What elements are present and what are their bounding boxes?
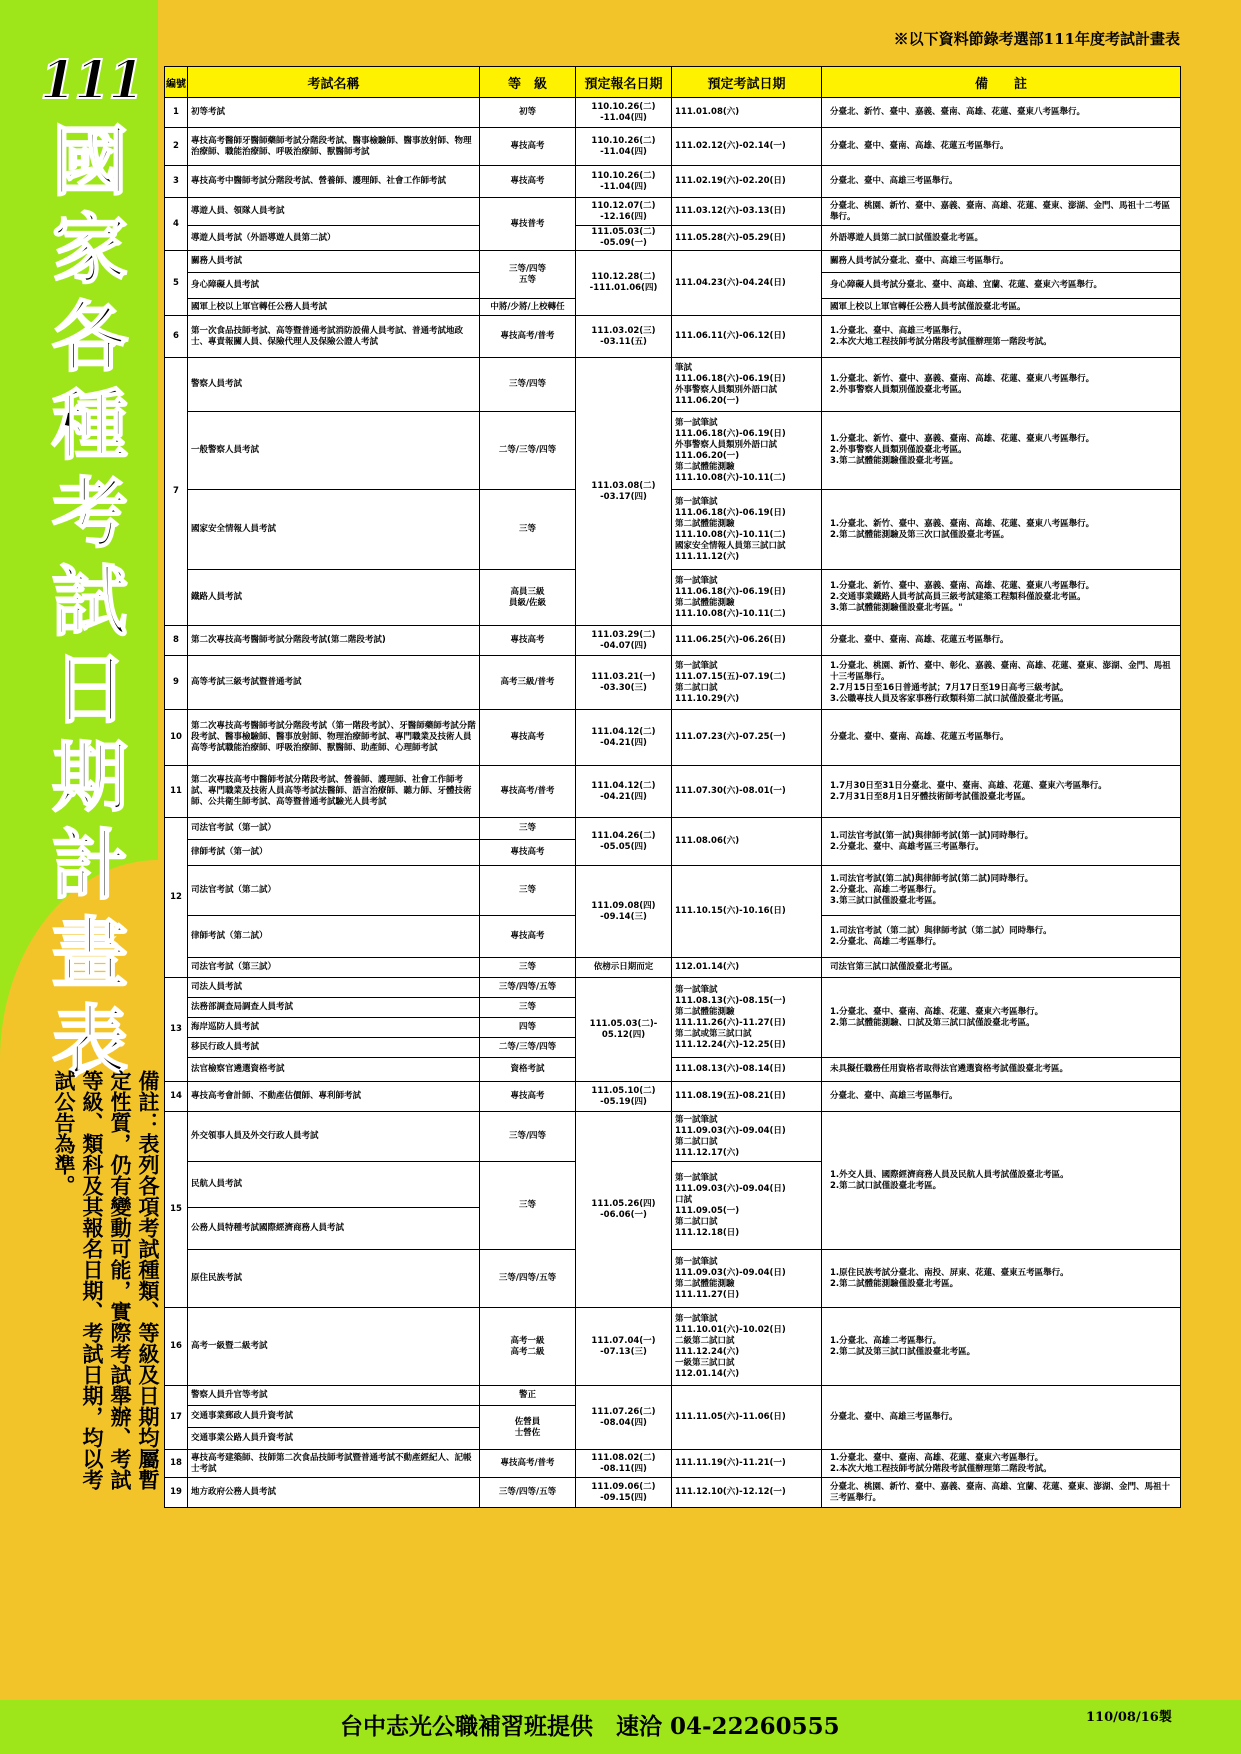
header-exam: 預定考試日期 <box>672 67 822 98</box>
cell-no: 15 <box>165 1112 188 1308</box>
cell-note: 1.分臺北、新竹、臺中、嘉義、臺南、高雄、花蓮、臺東八考區舉行。 2.外事警察人員類別僅設臺北考區。 3.第二試體能測驗僅設臺北考區。 <box>822 412 1181 490</box>
cell-name: 外交領事人員及外交行政人員考試 <box>188 1112 480 1162</box>
cell-exam: 第一試筆試 111.06.18(六)-06.19(日) 第二試體能測驗 111.10.08(六)-10.11(二) <box>672 570 822 626</box>
cell-exam: 筆試 111.06.18(六)-06.19(日) 外事警察人員類別外語口試 111.06.20(一) <box>672 358 822 412</box>
table-row <box>165 1112 1181 1162</box>
cell-grade: 三等/四等/五等 <box>480 1478 576 1508</box>
cell-name: 一般警察人員考試 <box>188 412 480 490</box>
cell-note: 分臺北、臺中、臺南、高雄、花蓮五考區舉行。 <box>822 128 1181 166</box>
cell-no: 3 <box>165 166 188 198</box>
cell-reg: 110.10.26(二) -11.04(四) <box>576 128 672 166</box>
table-row <box>165 412 1181 490</box>
cell-exam: 111.12.10(六)-12.12(一) <box>672 1478 822 1508</box>
cell-name: 司法官考試（第一試） <box>188 818 480 840</box>
cell-note: 1.7月30日至31日分臺北、臺中、臺南、高雄、花蓮、臺東六考區舉行。 2.7月31日至8月1日牙體技術師考試僅設臺北考區。 <box>822 766 1181 818</box>
cell-grade: 三等 <box>480 1162 576 1250</box>
cell-note: 未具擬任職務任用資格者取得法官遴選資格考試僅設臺北考區。 <box>822 1058 1181 1082</box>
table-header-row <box>165 67 1181 98</box>
cell-note: 國軍上校以上軍官轉任公務人員考試僅設臺北考區。 <box>822 299 1181 316</box>
table-row <box>165 198 1181 226</box>
cell-note: 分臺北、桃園、新竹、臺中、嘉義、臺南、高雄、花蓮、臺東、澎湖、金門、馬祖十二考區舉行。 <box>822 198 1181 226</box>
cell-grade: 專技高考 <box>480 710 576 766</box>
cell-name: 導遊人員、領隊人員考試 <box>188 198 480 226</box>
cell-name: 交通事業公路人員升資考試 <box>188 1428 480 1450</box>
table-row <box>165 166 1181 198</box>
cell-no: 2 <box>165 128 188 166</box>
cell-grade: 專技高考 <box>480 916 576 958</box>
cell-name: 司法官考試（第二試） <box>188 866 480 916</box>
cell-name: 第二次專技高考醫師考試分階段考試（第一階段考試）、牙醫師藥師考試分階段考試、醫事檢驗師、醫事放射師、物理治療師考試、專門職業及技術人員高等考試職能治療師、呼吸治療師、獸醫師、助產師、心理師考試 <box>188 710 480 766</box>
cell-grade: 專技高考 <box>480 166 576 198</box>
cell-name: 民航人員考試 <box>188 1162 480 1208</box>
table-row <box>165 1308 1181 1386</box>
cell-reg: 111.05.26(四) -06.06(一) <box>576 1112 672 1308</box>
cell-note: 1.分臺北、臺中、臺南、高雄、花蓮、臺東六考區舉行。 2.本次大地工程技師考試分階段考試僅辦理第二階段考試。 <box>822 1450 1181 1478</box>
cell-no: 16 <box>165 1308 188 1386</box>
cell-name: 關務人員考試 <box>188 251 480 273</box>
cell-note: 分臺北、新竹、臺中、嘉義、臺南、高雄、花蓮、臺東八考區舉行。 <box>822 98 1181 128</box>
cell-grade: 專技高考 <box>480 840 576 866</box>
cell-reg: 110.12.28(二) -111.01.06(四) <box>576 251 672 316</box>
cell-grade: 專技高考 <box>480 1082 576 1112</box>
table-row <box>165 1386 1181 1406</box>
cell-name: 律師考試（第二試） <box>188 916 480 958</box>
cell-grade: 高考一級 高考二級 <box>480 1308 576 1386</box>
cell-grade: 四等 <box>480 1018 576 1038</box>
cell-grade: 資格考試 <box>480 1058 576 1082</box>
cell-grade: 三等 <box>480 958 576 978</box>
table-row <box>165 866 1181 916</box>
cell-name: 海岸巡防人員考試 <box>188 1018 480 1038</box>
cell-exam: 111.11.05(六)-11.06(日) <box>672 1386 822 1450</box>
cell-exam: 111.07.23(六)-07.25(一) <box>672 710 822 766</box>
cell-name: 國軍上校以上軍官轉任公務人員考試 <box>188 299 480 316</box>
cell-no: 9 <box>165 656 188 710</box>
cell-note: 1.分臺北、新竹、臺中、嘉義、臺南、高雄、花蓮、臺東八考區舉行。 2.第二試體能測驗及第三次口試僅設臺北考區。 <box>822 490 1181 570</box>
cell-reg: 111.07.26(二) -08.04(四) <box>576 1386 672 1450</box>
cell-name: 高等考試三級考試暨普通考試 <box>188 656 480 710</box>
cell-name: 國家安全情報人員考試 <box>188 490 480 570</box>
table-row <box>165 1250 1181 1308</box>
cell-name: 專技高考中醫師考試分階段考試、營養師、護理師、社會工作師考試 <box>188 166 480 198</box>
cell-exam: 第一試筆試 111.09.03(六)-09.04(日) 第二試口試 111.12.17(六) <box>672 1112 822 1162</box>
table-row <box>165 98 1181 128</box>
cell-note: 分臺北、臺中、臺南、高雄、花蓮五考區舉行。 <box>822 710 1181 766</box>
cell-reg: 111.03.29(二) -04.07(四) <box>576 626 672 656</box>
cell-grade: 初等 <box>480 98 576 128</box>
cell-grade: 三等 <box>480 490 576 570</box>
cell-grade: 專技普考 <box>480 198 576 251</box>
table-row <box>165 358 1181 412</box>
cell-grade: 專技高考/普考 <box>480 1450 576 1478</box>
cell-name: 專技高考醫師牙醫師藥師考試分階段考試、醫事檢驗師、醫事放射師、物理治療師、職能治療師、呼吸治療師、獸醫師考試 <box>188 128 480 166</box>
table-row <box>165 1058 1181 1082</box>
cell-name: 司法人員考試 <box>188 978 480 998</box>
cell-reg: 111.04.26(二) -05.05(四) <box>576 818 672 866</box>
cell-grade: 二等/三等/四等 <box>480 412 576 490</box>
cell-exam: 111.11.19(六)-11.21(一) <box>672 1450 822 1478</box>
header-reg: 預定報名日期 <box>576 67 672 98</box>
title-main: 國家各種考試日期計畫表 <box>52 117 128 1086</box>
cell-no: 14 <box>165 1082 188 1112</box>
cell-reg: 111.05.03(二) -05.09(一) <box>576 226 672 251</box>
cell-grade: 三等/四等 <box>480 1112 576 1162</box>
cell-no: 12 <box>165 818 188 978</box>
cell-note: 司法官第三試口試僅設臺北考區。 <box>822 958 1181 978</box>
cell-name: 律師考試（第一試） <box>188 840 480 866</box>
table-row <box>165 766 1181 818</box>
cell-exam: 第一試筆試 111.07.15(五)-07.19(二) 第二試口試 111.10.29(六) <box>672 656 822 710</box>
cell-exam: 111.08.19(五)-08.21(日) <box>672 1082 822 1112</box>
cell-reg: 111.03.21(一) -03.30(三) <box>576 656 672 710</box>
cell-note: 外語導遊人員第二試口試僅設臺北考區。 <box>822 226 1181 251</box>
cell-grade: 三等/四等/五等 <box>480 1250 576 1308</box>
cell-grade: 專技高考 <box>480 128 576 166</box>
cell-name: 初等考試 <box>188 98 480 128</box>
cell-name: 法官檢察官遴選資格考試 <box>188 1058 480 1082</box>
cell-exam: 111.02.19(六)-02.20(日) <box>672 166 822 198</box>
table-row <box>165 490 1181 570</box>
footer-date: 110/08/16製 <box>1086 1710 1172 1725</box>
table-row <box>165 818 1181 840</box>
cell-exam: 111.03.12(六)-03.13(日) <box>672 198 822 226</box>
table-row <box>165 251 1181 273</box>
cell-exam: 111.06.11(六)-06.12(日) <box>672 316 822 358</box>
cell-exam: 第一試筆試 111.09.03(六)-09.04(日) 口試 111.09.05(一) 第二試口試 111.12.18(日) <box>672 1162 822 1250</box>
header-grade: 等 級 <box>480 67 576 98</box>
table-row <box>165 1478 1181 1508</box>
cell-name: 法務部調查局調查人員考試 <box>188 998 480 1018</box>
cell-note: 1.分臺北、新竹、臺中、嘉義、臺南、高雄、花蓮、臺東八考區舉行。 2.外事警察人員類別僅設臺北考區。 <box>822 358 1181 412</box>
cell-grade: 佐營員 士營佐 <box>480 1406 576 1450</box>
cell-name: 專技高考建築師、技師第二次食品技師考試暨普通考試不動產經紀人、記帳士考試 <box>188 1450 480 1478</box>
cell-no: 18 <box>165 1450 188 1478</box>
cell-no: 6 <box>165 316 188 358</box>
header-name: 考試名稱 <box>188 67 480 98</box>
table-row <box>165 570 1181 626</box>
cell-name: 移民行政人員考試 <box>188 1038 480 1058</box>
footer-text: 台中志光公職補習班提供 速洽 04-22260555 <box>340 1713 840 1740</box>
table-row <box>165 1450 1181 1478</box>
cell-note: 1.分臺北、臺中、高雄三考區舉行。 2.本次大地工程技師考試分階段考試僅辦理第一階段考試。 <box>822 316 1181 358</box>
cell-grade: 警正 <box>480 1386 576 1406</box>
cell-name: 公務人員特種考試國際經濟商務人員考試 <box>188 1208 480 1250</box>
cell-note: 1.外交人員、國際經濟商務人員及民航人員考試僅設臺北考區。 2.第二試口試僅設臺北考區。 <box>822 1112 1181 1250</box>
cell-note: 1.原住民族考試分臺北、南投、屏東、花蓮、臺東五考區舉行。 2.第二試體能測驗僅設臺北考區。 <box>822 1250 1181 1308</box>
cell-exam: 111.02.12(六)-02.14(一) <box>672 128 822 166</box>
table-row <box>165 1082 1181 1112</box>
cell-note: 關務人員考試分臺北、臺中、高雄三考區舉行。 <box>822 251 1181 273</box>
table-row <box>165 958 1181 978</box>
remarks-note <box>50 1070 161 1520</box>
table-row <box>165 226 1181 251</box>
cell-name: 第二次專技高考醫師考試分階段考試(第二階段考試) <box>188 626 480 656</box>
cell-exam: 111.08.13(六)-08.14(日) <box>672 1058 822 1082</box>
cell-reg: 111.09.06(二) -09.15(四) <box>576 1478 672 1508</box>
header-note: 備 註 <box>822 67 1181 98</box>
table-row <box>165 626 1181 656</box>
cell-reg: 111.08.02(二) -08.11(四) <box>576 1450 672 1478</box>
cell-name: 導遊人員考試（外語導遊人員第二試） <box>188 226 480 251</box>
cell-no: 17 <box>165 1386 188 1450</box>
cell-exam: 111.08.06(六) <box>672 818 822 866</box>
cell-exam: 第一試筆試 111.10.01(六)-10.02(日) 二級第二試口試 111.12.24(六) 一級第三試口試 112.01.14(六) <box>672 1308 822 1386</box>
cell-grade: 高員三級 員級/佐級 <box>480 570 576 626</box>
cell-name: 原住民族考試 <box>188 1250 480 1308</box>
cell-reg: 110.10.26(二) -11.04(四) <box>576 98 672 128</box>
cell-no: 19 <box>165 1478 188 1508</box>
cell-reg: 111.05.10(二) -05.19(四) <box>576 1082 672 1112</box>
cell-reg: 111.05.03(二)- 05.12(四) <box>576 978 672 1082</box>
cell-note: 分臺北、桃園、新竹、臺中、嘉義、臺南、高雄、宜蘭、花蓮、臺東、澎湖、金門、馬祖十三考區舉行。 <box>822 1478 1181 1508</box>
cell-exam: 第一試筆試 111.06.18(六)-06.19(日) 第二試體能測驗 111.10.08(六)-10.11(二) 國家安全情報人員第三試口試 111.11.12(六) <box>672 490 822 570</box>
cell-no: 10 <box>165 710 188 766</box>
cell-note: 1.司法官考試(第二試)與律師考試(第二試)同時舉行。 2.分臺北、高雄二考區舉行。 3.第三試口試僅設臺北考區。 <box>822 866 1181 916</box>
cell-exam: 第一試筆試 111.08.13(六)-08.15(一) 第二試體能測驗 111.11.26(六)-11.27(日) 第二試或第三試口試 111.12.24(六)-12.25(日) <box>672 978 822 1058</box>
cell-exam: 111.06.25(六)-06.26(日) <box>672 626 822 656</box>
remarks-note-text: 備註：表列各項考試種類、等級及日期均屬暫定性質，仍有變動可能，實際考試舉辦、考試等級、類科及其報名日期、考試日期，均以考試公告為準。 <box>52 1070 161 1490</box>
cell-exam: 112.01.14(六) <box>672 958 822 978</box>
cell-name: 第一次食品技師考試、高等暨普通考試消防設備人員考試、普通考試地政士、專責報關人員、保險代理人及保險公證人考試 <box>188 316 480 358</box>
cell-note: 分臺北、臺中、高雄三考區舉行。 <box>822 166 1181 198</box>
cell-reg: 依榜示日期而定 <box>576 958 672 978</box>
cell-grade: 三等 <box>480 866 576 916</box>
source-note: ※以下資料節錄考選部111年度考試計畫表 <box>893 30 1180 48</box>
table-row <box>165 656 1181 710</box>
cell-grade: 中將/少將/上校轉任 <box>480 299 576 316</box>
cell-grade: 三等 <box>480 998 576 1018</box>
cell-grade: 高考三級/普考 <box>480 656 576 710</box>
cell-no: 4 <box>165 198 188 251</box>
cell-no: 8 <box>165 626 188 656</box>
cell-grade: 專技高考/普考 <box>480 316 576 358</box>
cell-exam: 111.07.30(六)-08.01(一) <box>672 766 822 818</box>
exam-schedule-table <box>164 66 1181 1508</box>
cell-name: 司法官考試（第三試） <box>188 958 480 978</box>
cell-name: 地方政府公務人員考試 <box>188 1478 480 1508</box>
title-year: 111 <box>40 50 143 111</box>
cell-name: 警察人員升官等考試 <box>188 1386 480 1406</box>
cell-reg: 111.03.08(二) -03.17(四) <box>576 358 672 626</box>
cell-note: 1.分臺北、高雄二考區舉行。 2.第二試及第三試口試僅設臺北考區。 <box>822 1308 1181 1386</box>
cell-reg: 111.04.12(二) -04.21(四) <box>576 766 672 818</box>
cell-reg: 111.09.08(四) -09.14(三) <box>576 866 672 958</box>
cell-no: 11 <box>165 766 188 818</box>
cell-exam: 第一試筆試 111.09.03(六)-09.04(日) 第二試體能測驗 111.11.27(日) <box>672 1250 822 1308</box>
table-row <box>165 978 1181 998</box>
cell-grade: 三等/四等 <box>480 358 576 412</box>
cell-grade: 三等/四等/五等 <box>480 978 576 998</box>
table-row <box>165 710 1181 766</box>
cell-no: 7 <box>165 358 188 626</box>
cell-note: 1.分臺北、臺中、臺南、高雄、花蓮、臺東六考區舉行。 2.第二試體能測驗、口試及第三試口試僅設臺北考區。 <box>822 978 1181 1058</box>
cell-name: 第二次專技高考中醫師考試分階段考試、營養師、護理師、社會工作師考試、專門職業及技術人員高等考試法醫師、語言治療師、聽力師、牙體技術師、公共衛生師考試、高等暨普通考試驗光人員考試 <box>188 766 480 818</box>
cell-reg: 111.03.02(三) -03.11(五) <box>576 316 672 358</box>
cell-note: 分臺北、臺中、臺南、高雄、花蓮五考區舉行。 <box>822 626 1181 656</box>
table-row <box>165 128 1181 166</box>
cell-exam: 111.05.28(六)-05.29(日) <box>672 226 822 251</box>
cell-note: 身心障礙人員考試分臺北、臺中、高雄、宜蘭、花蓮、臺東六考區舉行。 <box>822 273 1181 299</box>
cell-reg: 111.07.04(一) -07.13(三) <box>576 1308 672 1386</box>
cell-note: 1.分臺北、桃園、新竹、臺中、彰化、嘉義、臺南、高雄、花蓮、臺東、澎湖、金門、馬祖十三考區舉行。 2.7月15日至16日普通考試；7月17日至19日高考三級考試。 3.公職專技人員及客家事務行政類科第二試口試僅設臺北考區。 <box>822 656 1181 710</box>
cell-name: 專技高考會計師、不動產估價師、專利師考試 <box>188 1082 480 1112</box>
cell-name: 鐵路人員考試 <box>188 570 480 626</box>
cell-reg: 110.12.07(二) -12.16(四) <box>576 198 672 226</box>
cell-no: 5 <box>165 251 188 316</box>
cell-note: 1.分臺北、新竹、臺中、嘉義、臺南、高雄、花蓮、臺東八考區舉行。 2.交通事業鐵路人員考試高員三級考試建築工程類科僅設臺北考區。 3.第二試體能測驗僅設臺北考區。" <box>822 570 1181 626</box>
cell-exam: 111.01.08(六) <box>672 98 822 128</box>
table-row <box>165 316 1181 358</box>
cell-name: 身心障礙人員考試 <box>188 273 480 299</box>
cell-name: 交通事業郵政人員升資考試 <box>188 1406 480 1428</box>
cell-note: 分臺北、臺中、高雄三考區舉行。 <box>822 1386 1181 1450</box>
cell-exam: 111.10.15(六)-10.16(日) <box>672 866 822 958</box>
cell-note: 1.司法官考試（第二試）與律師考試（第二試）同時舉行。 2.分臺北、高雄二考區舉行。 <box>822 916 1181 958</box>
cell-note: 1.司法官考試(第一試)與律師考試(第一試)同時舉行。 2.分臺北、臺中、高雄考區三考區舉行。 <box>822 818 1181 866</box>
cell-no: 13 <box>165 978 188 1082</box>
cell-grade: 三等 <box>480 818 576 840</box>
cell-reg: 111.04.12(二) -04.21(四) <box>576 710 672 766</box>
cell-grade: 三等/四等 五等 <box>480 251 576 299</box>
cell-grade: 專技高考/普考 <box>480 766 576 818</box>
cell-name: 高考一級暨二級考試 <box>188 1308 480 1386</box>
cell-exam: 第一試筆試 111.06.18(六)-06.19(日) 外事警察人員類別外語口試 111.06.20(一) 第二試體能測驗 111.10.08(六)-10.11(二) <box>672 412 822 490</box>
cell-name: 警察人員考試 <box>188 358 480 412</box>
cell-exam: 111.04.23(六)-04.24(日) <box>672 251 822 316</box>
cell-grade: 專技高考 <box>480 626 576 656</box>
cell-grade: 二等/三等/四等 <box>480 1038 576 1058</box>
cell-reg: 110.10.26(二) -11.04(四) <box>576 166 672 198</box>
cell-no: 1 <box>165 98 188 128</box>
header-no: 編號 <box>165 67 188 98</box>
cell-note: 分臺北、臺中、高雄三考區舉行。 <box>822 1082 1181 1112</box>
